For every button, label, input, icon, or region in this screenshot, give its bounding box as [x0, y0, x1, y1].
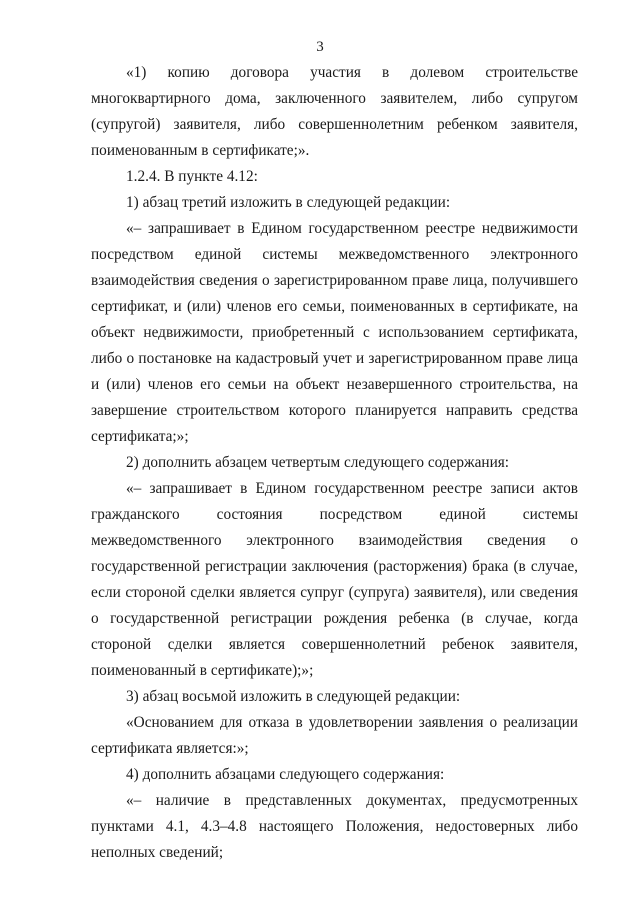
paragraph-civil-registry-request: «– запрашивает в Едином государственном реестре записи актов гражданского состояния посредством единой системы межведомственного электронного взаимодействия сведения о государственной регистрации заключения (расторжения) брака (в случае, если стороной сделки является супруг (супруга) заявителя), или сведения о государственной регистрации рождения ребенка (в случае, когда стороной сделки является совершеннолетний ребенок заявителя, поименованный в сертификате);»;: [91, 480, 578, 679]
page-number: 3: [316, 39, 324, 55]
document-body: [91, 60, 578, 866]
paragraph-refusal-grounds: «Основанием для отказа в удовлетворении заявления о реализации сертификата является:»;: [91, 714, 578, 757]
paragraph-amendment-3: 3) абзац восьмой изложить в следующей редакции:: [126, 688, 461, 705]
paragraph-unreliable-info: «– наличие в представленных документах, предусмотренных пунктами 4.1, 4.3–4.8 настоящего Положения, недостоверных либо неполных сведений;: [91, 792, 578, 861]
paragraph-amendment-4: 4) дополнить абзацами следующего содержания:: [126, 766, 445, 783]
paragraph-registry-request: «– запрашивает в Едином государственном реестре недвижимости посредством единой системы межведомственного электронного взаимодействия сведения о зарегистрированном праве лица, получившего сертификат, и (или) членов его семьи, поименованных в сертификате, на объект недвижимости, приобретенный с использованием сертификата, либо о постановке на кадастровый учет и зарегистрированном праве лица и (или) членов его семьи на объект незавершенного строительства, на завершение строительством которого планируется направить средства сертификата;»;: [91, 220, 578, 445]
paragraph-amendment-2: 2) дополнить абзацем четвертым следующего содержания:: [126, 454, 510, 471]
paragraph-clause-heading: 1.2.4. В пункте 4.12:: [126, 168, 258, 185]
paragraph-contract-copy: «1) копию договора участия в долевом строительстве многоквартирного дома, заключенного заявителем, либо супругом (супругой) заявителя, либо совершеннолетним ребенком заявителя, поименованным в сертификате;».: [91, 64, 578, 159]
paragraph-amendment-1: 1) абзац третий изложить в следующей редакции:: [126, 194, 451, 211]
